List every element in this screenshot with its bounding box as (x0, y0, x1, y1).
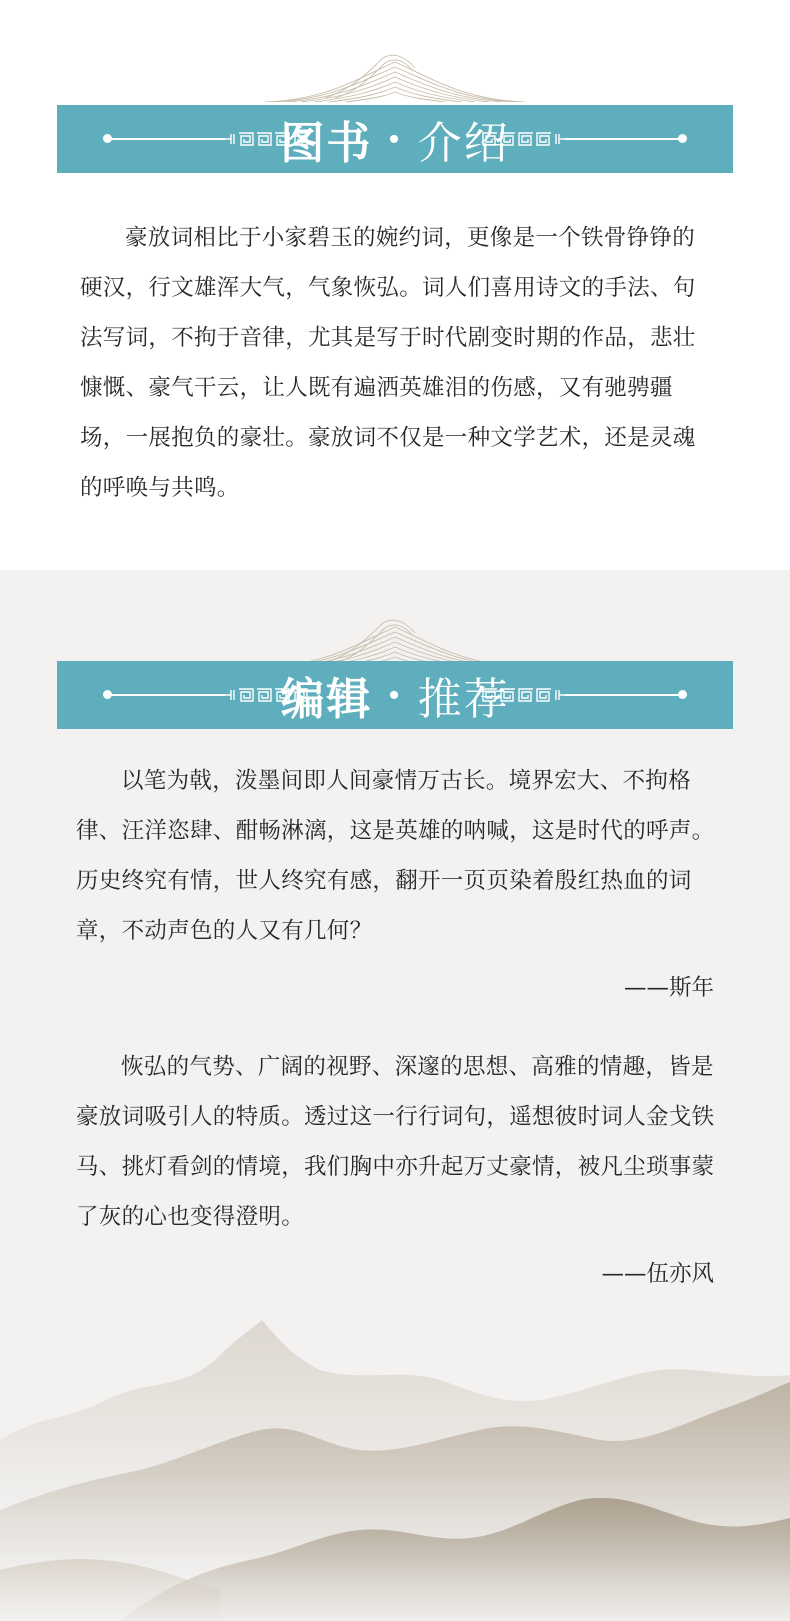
recommend-author-1: ——斯年 (623, 975, 714, 1001)
intro-title-bold: 图书 (280, 118, 373, 169)
recommend-author-2: ——伍亦风 (601, 1261, 714, 1287)
intro-section (0, 0, 790, 570)
intro-title (57, 105, 733, 173)
recommend-title-bold: 编辑 (280, 674, 373, 725)
recommend-quote-1: 以笔为戟，泼墨间即人间豪情万古长。境界宏大、不拘格律、汪洋恣肆、酣畅淋漓，这是英雄的呐喊，这是时代的呼声。历史终究有情，世人终究有感，翻开一页页染着殷红热血的词章，不动声色的人又有几何？ (76, 768, 715, 944)
ink-mountains-icon (0, 1320, 790, 1621)
recommend-title-light: 推荐 (417, 674, 510, 725)
intro-banner (57, 105, 733, 173)
recommend-title-separator: · (386, 669, 404, 721)
recommend-title (57, 661, 733, 729)
hill-lines-icon (265, 50, 525, 102)
hill-lines-icon (265, 615, 525, 667)
recommend-banner (57, 661, 733, 729)
intro-title-separator: · (386, 113, 404, 165)
intro-title-light: 介绍 (417, 118, 510, 169)
recommend-quote-2: 恢弘的气势、广阔的视野、深邃的思想、高雅的情趣，皆是豪放词吸引人的特质。透过这一行行词句，遥想彼时词人金戈铁马、挑灯看剑的情境，我们胸中亦升起万丈豪情，被凡尘琐事蒙了灰的心也变得澄明。 (76, 1054, 715, 1230)
intro-paragraph: 豪放词相比于小家碧玉的婉约词，更像是一个铁骨铮铮的硬汉，行文雄浑大气，气象恢弘。词人们喜用诗文的手法、句法写词，不拘于音律，尤其是写于时代剧变时期的作品，悲壮慷慨、豪气干云，让人既有遍洒英雄泪的伤感，又有驰骋疆场，一展抱负的豪壮。豪放词不仅是一种文学艺术，还是灵魂的呼唤与共鸣。 (80, 225, 696, 501)
